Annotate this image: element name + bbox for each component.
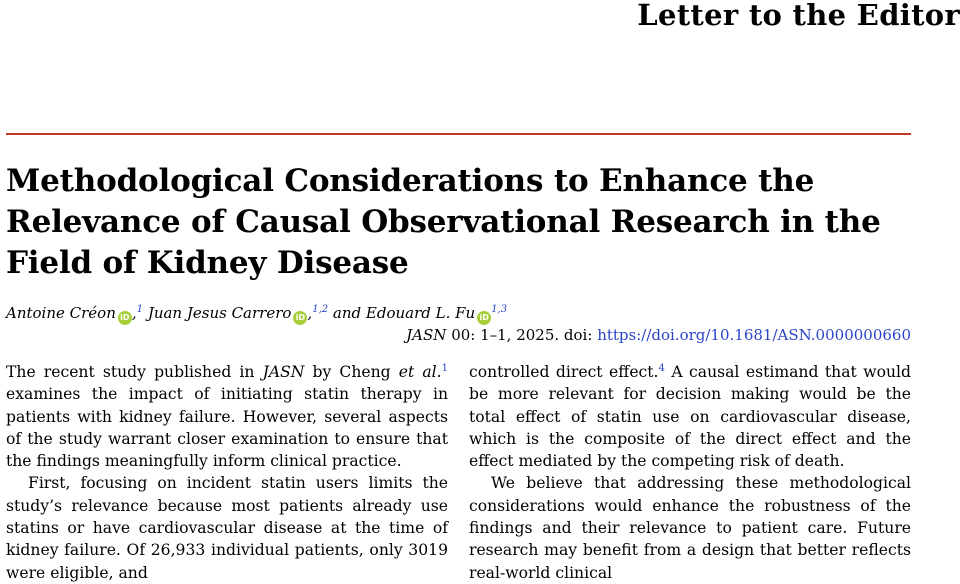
header-divider	[6, 133, 911, 135]
author-separator: ,	[131, 304, 137, 322]
author-separator: ,	[307, 304, 313, 322]
et-al: et al.	[398, 363, 442, 381]
body-column-right	[469, 361, 911, 584]
author-name: Edouard L. Fu	[365, 304, 476, 322]
paragraph: We believe that addressing these methodological considerations would enhance the robustness of the findings and their relevance to patient care. Future research may benefit from a design that better reflects real-world clinical	[469, 474, 911, 582]
author-list	[6, 302, 911, 325]
reference-marker[interactable]: 4	[658, 362, 665, 374]
paragraph: controlled direct effect.$^4$ A causal estimand that would be more relevant for decision making would be the total effect of statin use on cardiovascular disease, which is the composite of the direct effect and the effect mediated by the competing risk of death.	[469, 362, 911, 471]
affiliation-marker[interactable]: 1,2	[312, 304, 329, 315]
paragraph: The recent study published in JASN by Cheng et al.$^1$ examines the impact of initiating statin therapy in patients with kidney failure. However, several aspects of the study warrant closer examination to ensure that the findings meaningfully inform clinical practice.	[6, 362, 448, 471]
orcid-icon[interactable]: iD	[293, 311, 307, 325]
author-name: Antoine Créon	[6, 304, 116, 322]
orcid-icon[interactable]: iD	[477, 311, 491, 325]
paragraph: First, focusing on incident statin users limits the study’s relevance because most patients already use statins or have cardiovascular disease at the time of kidney failure. Of 26,933 individual patients, only 3019 were eligible, and	[6, 474, 448, 582]
author-name: Juan Jesus Carrero	[147, 304, 292, 322]
orcid-icon[interactable]: iD	[118, 311, 132, 325]
article-title: Methodological Considerations to Enhance the Relevance of Causal Observational Research in the Field of Kidney Disease	[6, 163, 881, 281]
affiliation-marker[interactable]: 1,3	[491, 304, 508, 315]
citation-line	[406, 324, 911, 346]
body-column-left	[6, 361, 448, 584]
citation-details: 00: 1–1, 2025. doi:	[451, 326, 593, 344]
doi-link[interactable]: https://doi.org/10.1681/ASN.0000000660	[597, 326, 911, 344]
reference-marker[interactable]: 1	[441, 362, 448, 374]
affiliation-marker[interactable]: 1	[136, 304, 144, 315]
journal-name: JASN	[262, 363, 305, 381]
section-label: Letter to the Editor	[637, 0, 960, 32]
journal-name: JASN	[406, 326, 447, 344]
author-conjunction: and	[332, 304, 362, 322]
